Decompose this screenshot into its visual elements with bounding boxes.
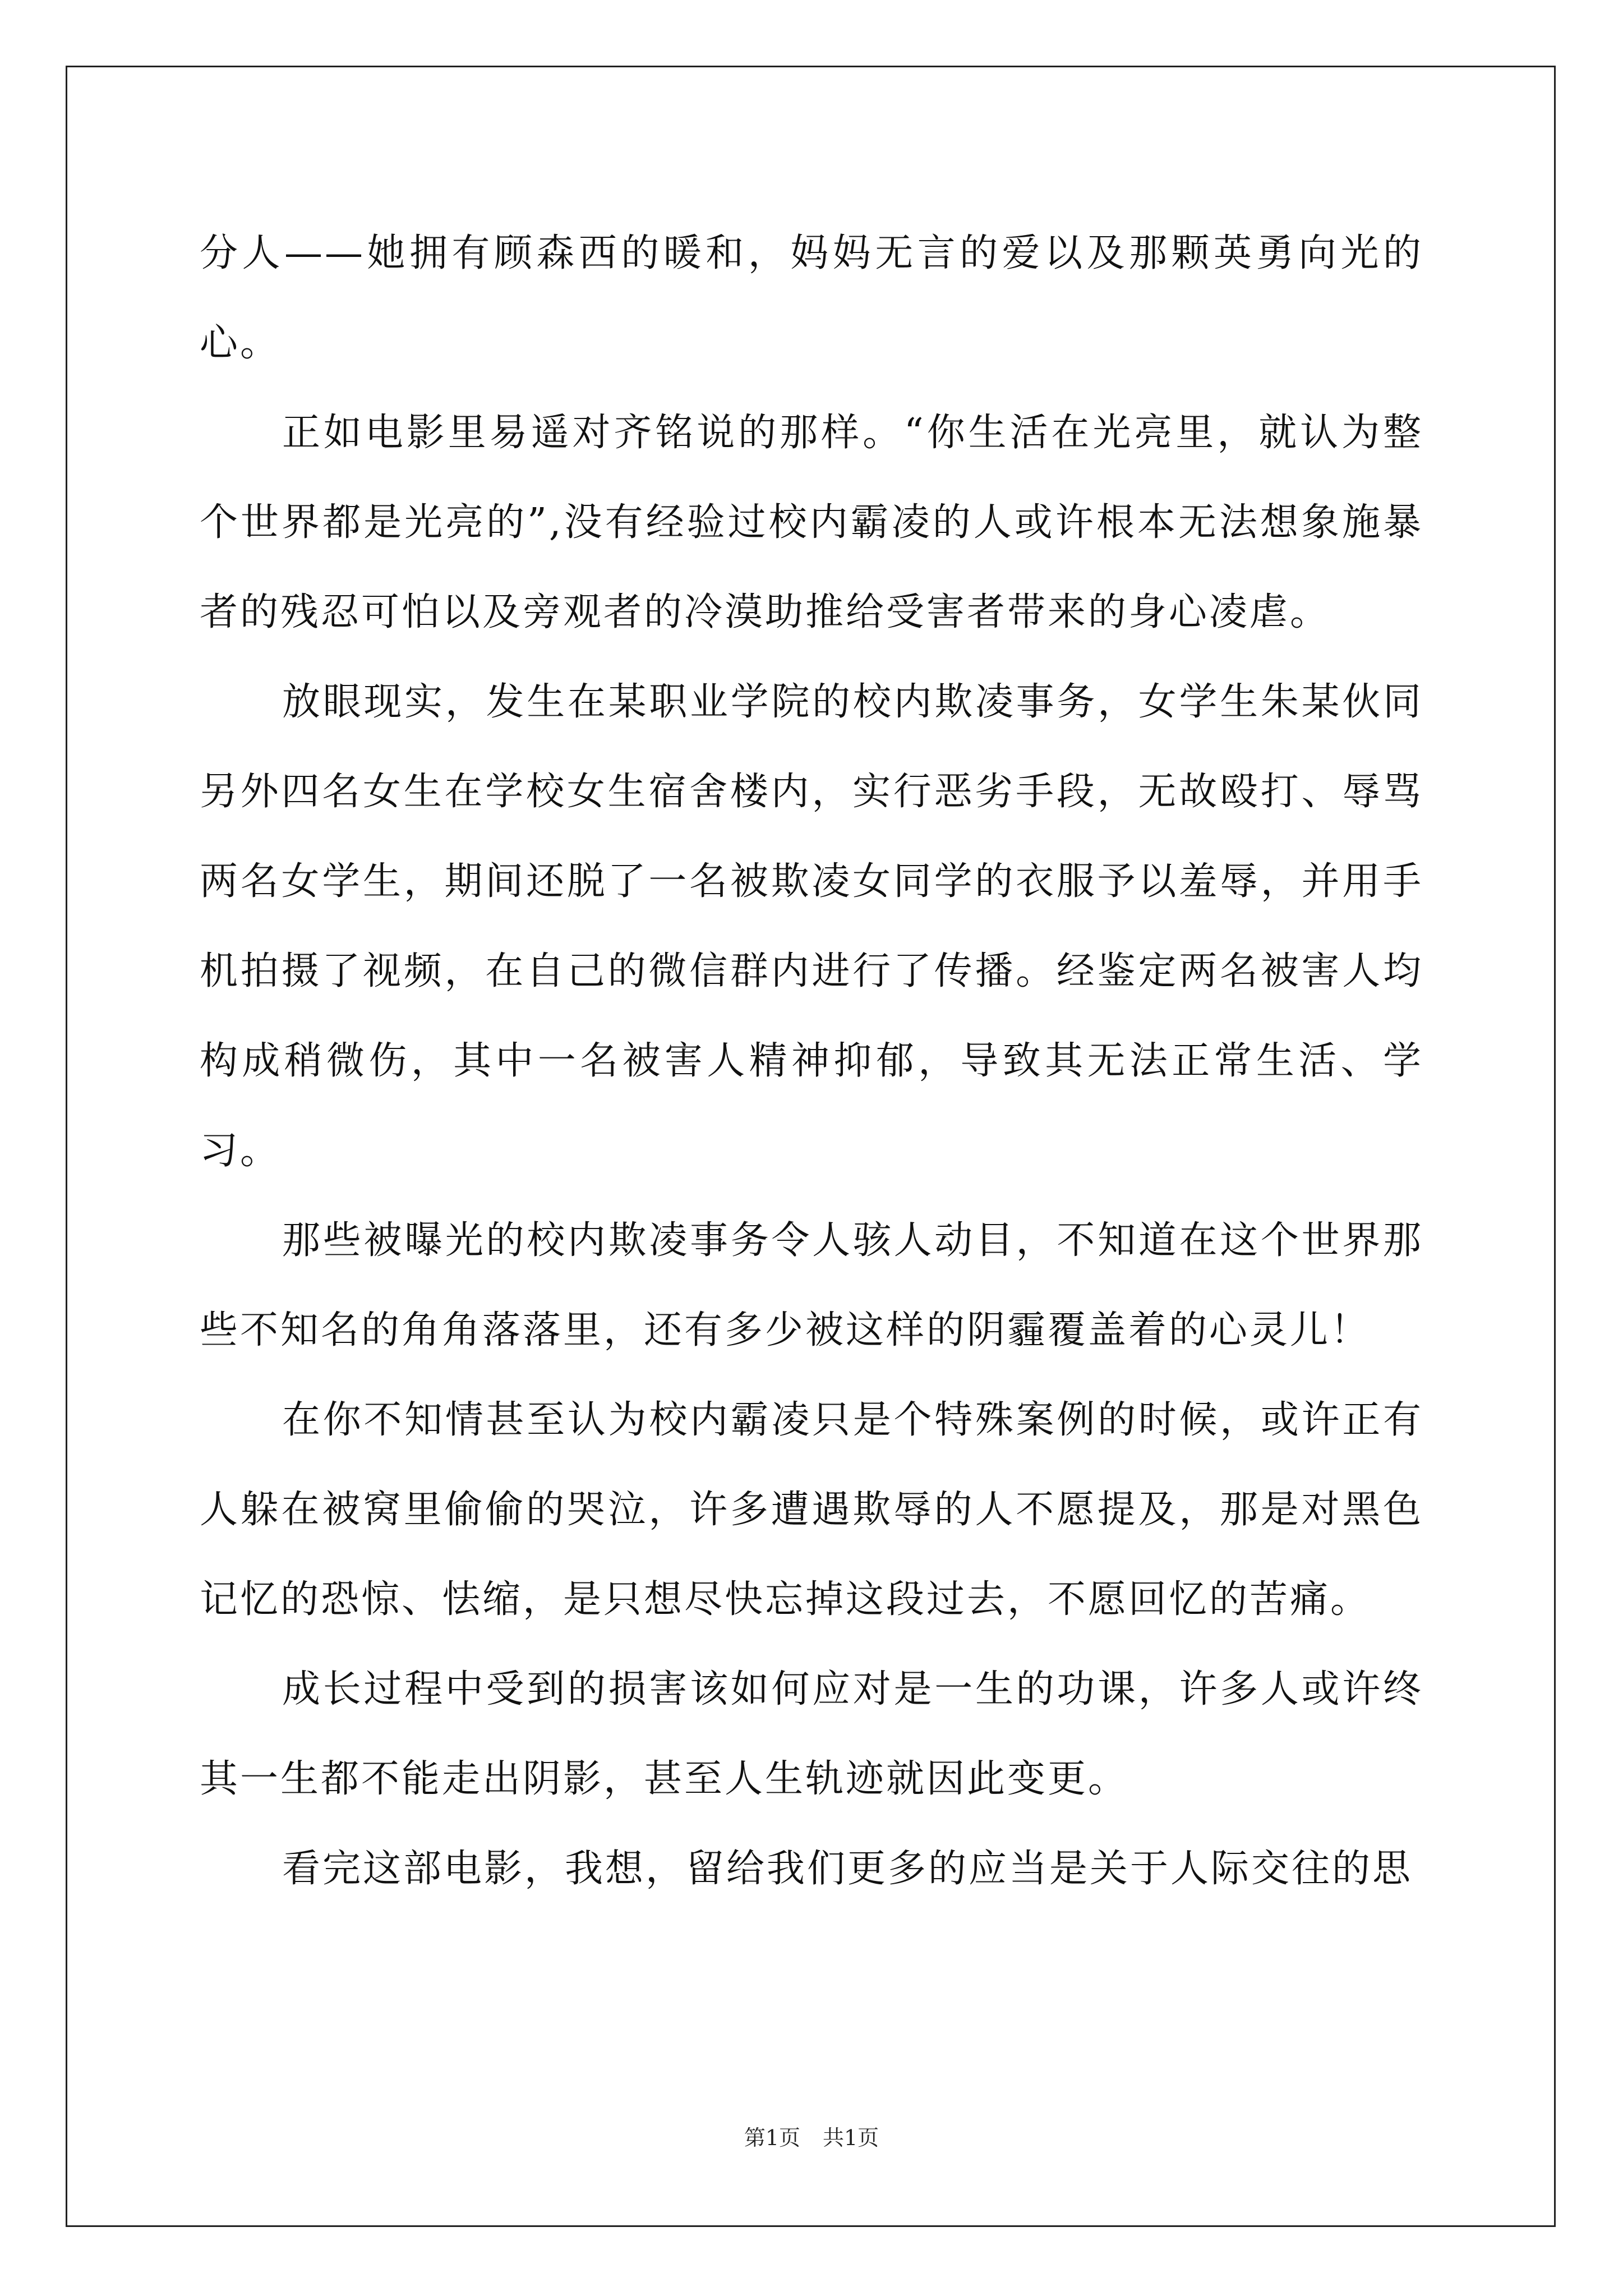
paragraph-6: 成长过程中受到的损害该如何应对是一生的功课，许多人或许终其一生都不能走出阴影，甚至人生轨迹就因此变更。 — [200, 1667, 1423, 1801]
paragraph-3: 放眼现实，发生在某职业学院的校内欺凌事务，女学生朱某伙同另外四名女生在学校女生宿舍楼内，实行恶劣手段，无故殴打、辱骂两名女学生，期间还脱了一名被欺凌女同学的衣服予以羞辱，并用手机拍摄了视频，在自己的微信群内进行了传播。经鉴定两名被害人均构成稍微伤，其中一名被害人精神抑郁，导致其无法正常生活、学习。 — [200, 680, 1423, 1173]
paragraph-4: 那些被曝光的校内欺凌事务令人骇人动目，不知道在这个世界那些不知名的角角落落里，还有多少被这样的阴霾覆盖着的心灵儿！ — [200, 1218, 1423, 1352]
paragraph-7: 看完这部电影，我想，留给我们更多的应当是关于人际交往的思 — [282, 1847, 1413, 1891]
paragraph-1: 分人——她拥有顾森西的暖和，妈妈无言的爱以及那颗英勇向光的心。 — [200, 231, 1423, 365]
page-footer — [0, 2124, 1623, 2152]
paragraph-2: 正如电影里易遥对齐铭说的那样。“你生活在光亮里，就认为整个世界都是光亮的”,没有经验过校内霸凌的人或许根本无法想象施暴者的残忍可怕以及旁观者的冷漠助推给受害者带来的身心凌虐。 — [200, 411, 1424, 634]
paragraph-5: 在你不知情甚至认为校内霸凌只是个特殊案例的时候，或许正有人躲在被窝里偷偷的哭泣，许多遭遇欺辱的人不愿提及，那是对黑色记忆的恐惊、怯缩，是只想尽快忘掉这段过去，不愿回忆的苦痛。 — [200, 1398, 1423, 1622]
page-number-current: 第1页 — [744, 2125, 800, 2150]
document-body — [200, 209, 1423, 1914]
page-number-total: 共1页 — [823, 2125, 879, 2150]
